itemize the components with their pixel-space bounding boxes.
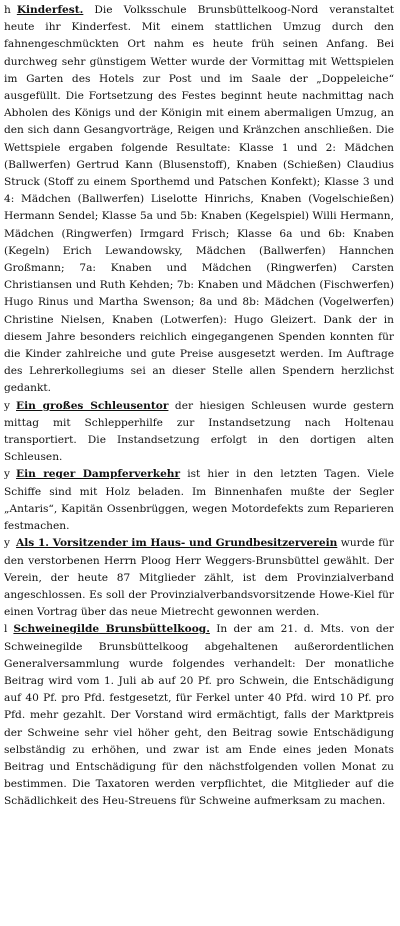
article-grundbesitzerverein bbox=[4, 535, 394, 621]
article-body: In der am 21. d. Mts. von der Schweinegilde Brunsbüttelkoog abgehaltenen außerordentlichen Generalversammlung wurde folgendes verhandelt: Der monatliche Beitrag wird vom 1. Juli ab auf 20 Pf. pro Schwein, die Entschädigung auf 40 Pf. pro Pfd. festgesetzt, für Ferkel unter 40 Pfd. wird 10 Pf. pro Pfd. mehr gezahlt. Der Vorstand wird ermächtigt, falls der Marktpreis der Schweine sehr viel höher geht, den Beitrag sowie Entschädigung selbständig zu erhöhen, und zwar ist am Ende eines jeden Monats Beitrag und Entschädigung für den nächstfolgenden vollen Monat zu bestimmen. Die Taxatoren werden verpflichtet, die Mitglieder auf die Schädlichkeit des Heu-Streuens für Schweine aufmerksam zu machen. bbox=[4, 623, 394, 808]
article-schleusentor bbox=[4, 398, 394, 467]
article-body: Die Volksschule Brunsbüttelkoog-Nord veranstaltet heute ihr Kinderfest. Mit einem stattlichen Umzug durch den fahnengeschmückten Ort nahm es heute früh seinen Anfang. Bei durchweg sehr günstigem Wetter wurde der Vormittag mit Wettspielen im Garten des Hotels zur Post und im Saale der „Doppeleiche“ ausgefüllt. Die Fortsetzung des Festes beginnt heute nachmittag nach Abholen des Königs und der Königin mit einem abermaligen Umzug, an den sich dann Gesangvorträge, Reigen und Kränzchen anschließen. Die Wettspiele ergaben folgende Resultate: Klasse 1 und 2: Mädchen (Ballwerfen) Gertrud Kann (Blusenstoff), Knaben (Schießen) Claudius Struck (Stoff zu einem Sporthemd und Patschen Konfekt); Klasse 3 und 4: Mädchen (Ballwerfen) Liselotte Hinrichs, Knaben (Vogelschießen) Hermann Sendel; Klasse 5a und 5b: Knaben (Kegelspiel) Willi Hermann, Mädchen (Ringwerfen) Irmgard Frisch; Klasse 6a und 6b: Knaben (Kegeln) Erich Lewandowsky, Mädchen (Ballwerfen) Hannchen Großmann; 7a: Knaben und Mädchen (Ringwerfen) Carsten Christiansen und Ruth Kehden; 7b: Knaben und Mädchen (Fischwerfen) Hugo Rinus und Martha Swenson; 8a und 8b: Mädchen (Vogelwerfen) Christine Nielsen, Knaben (Lotwerfen): Hugo Gleizert. Dank der in diesem Jahre besonders reichlich eingegangenen Spenden konnten für die Kinder zahlreiche und gute Preise ausgesetzt werden. Im Auftrage des Lehrerkollegiums sei an dieser Stelle allen Spendern herzlichst gedankt. bbox=[4, 4, 394, 395]
article-marker: y bbox=[4, 468, 10, 481]
newspaper-column bbox=[4, 2, 394, 922]
article-marker: y bbox=[4, 537, 10, 550]
article-body: der hiesigen Schleusen wurde gestern mittag mit Schlepperhilfe zur Instandsetzung nach Holtenau transportiert. Die Instandsetzung erfolgt in den dortigen alten Schleusen. bbox=[4, 399, 394, 464]
article-body: wurde für den verstorbenen Herrn Ploog Herr Weggers-Brunsbüttel gewählt. Der Verein, der heute 87 Mitglieder zählt, ist dem Provinzialverband angeschlossen. Es soll der Provinzialverbandsvorsitzende Howe-Kiel für einen Vortrag über das neue Mietrecht gewonnen werden. bbox=[4, 537, 394, 619]
article-marker: y bbox=[4, 399, 10, 412]
article-schweinegilde bbox=[4, 621, 394, 810]
article-headline: Als 1. Vorsitzender im Haus- und Grundbesitzerverein bbox=[16, 537, 338, 550]
article-dampferverkehr bbox=[4, 466, 394, 535]
article-headline: Schweinegilde Brunsbüttelkoog. bbox=[13, 623, 210, 636]
article-marker: h bbox=[4, 4, 11, 16]
article-body: ist hier in den letzten Tagen. Viele Schiffe sind mit Holz beladen. Im Binnenhafen mußte der Segler „Antaris“, Kapitän Ossenbrüggen, wegen Motordefekts zum Reparieren festmachen. bbox=[4, 468, 394, 533]
article-headline: Kinderfest. bbox=[16, 4, 84, 16]
article-headline: Ein großes Schleusentor bbox=[16, 399, 169, 412]
article-headline: Ein reger Dampferverkehr bbox=[16, 468, 181, 481]
article-kinderfest bbox=[4, 2, 394, 398]
article-marker: l bbox=[4, 623, 8, 636]
